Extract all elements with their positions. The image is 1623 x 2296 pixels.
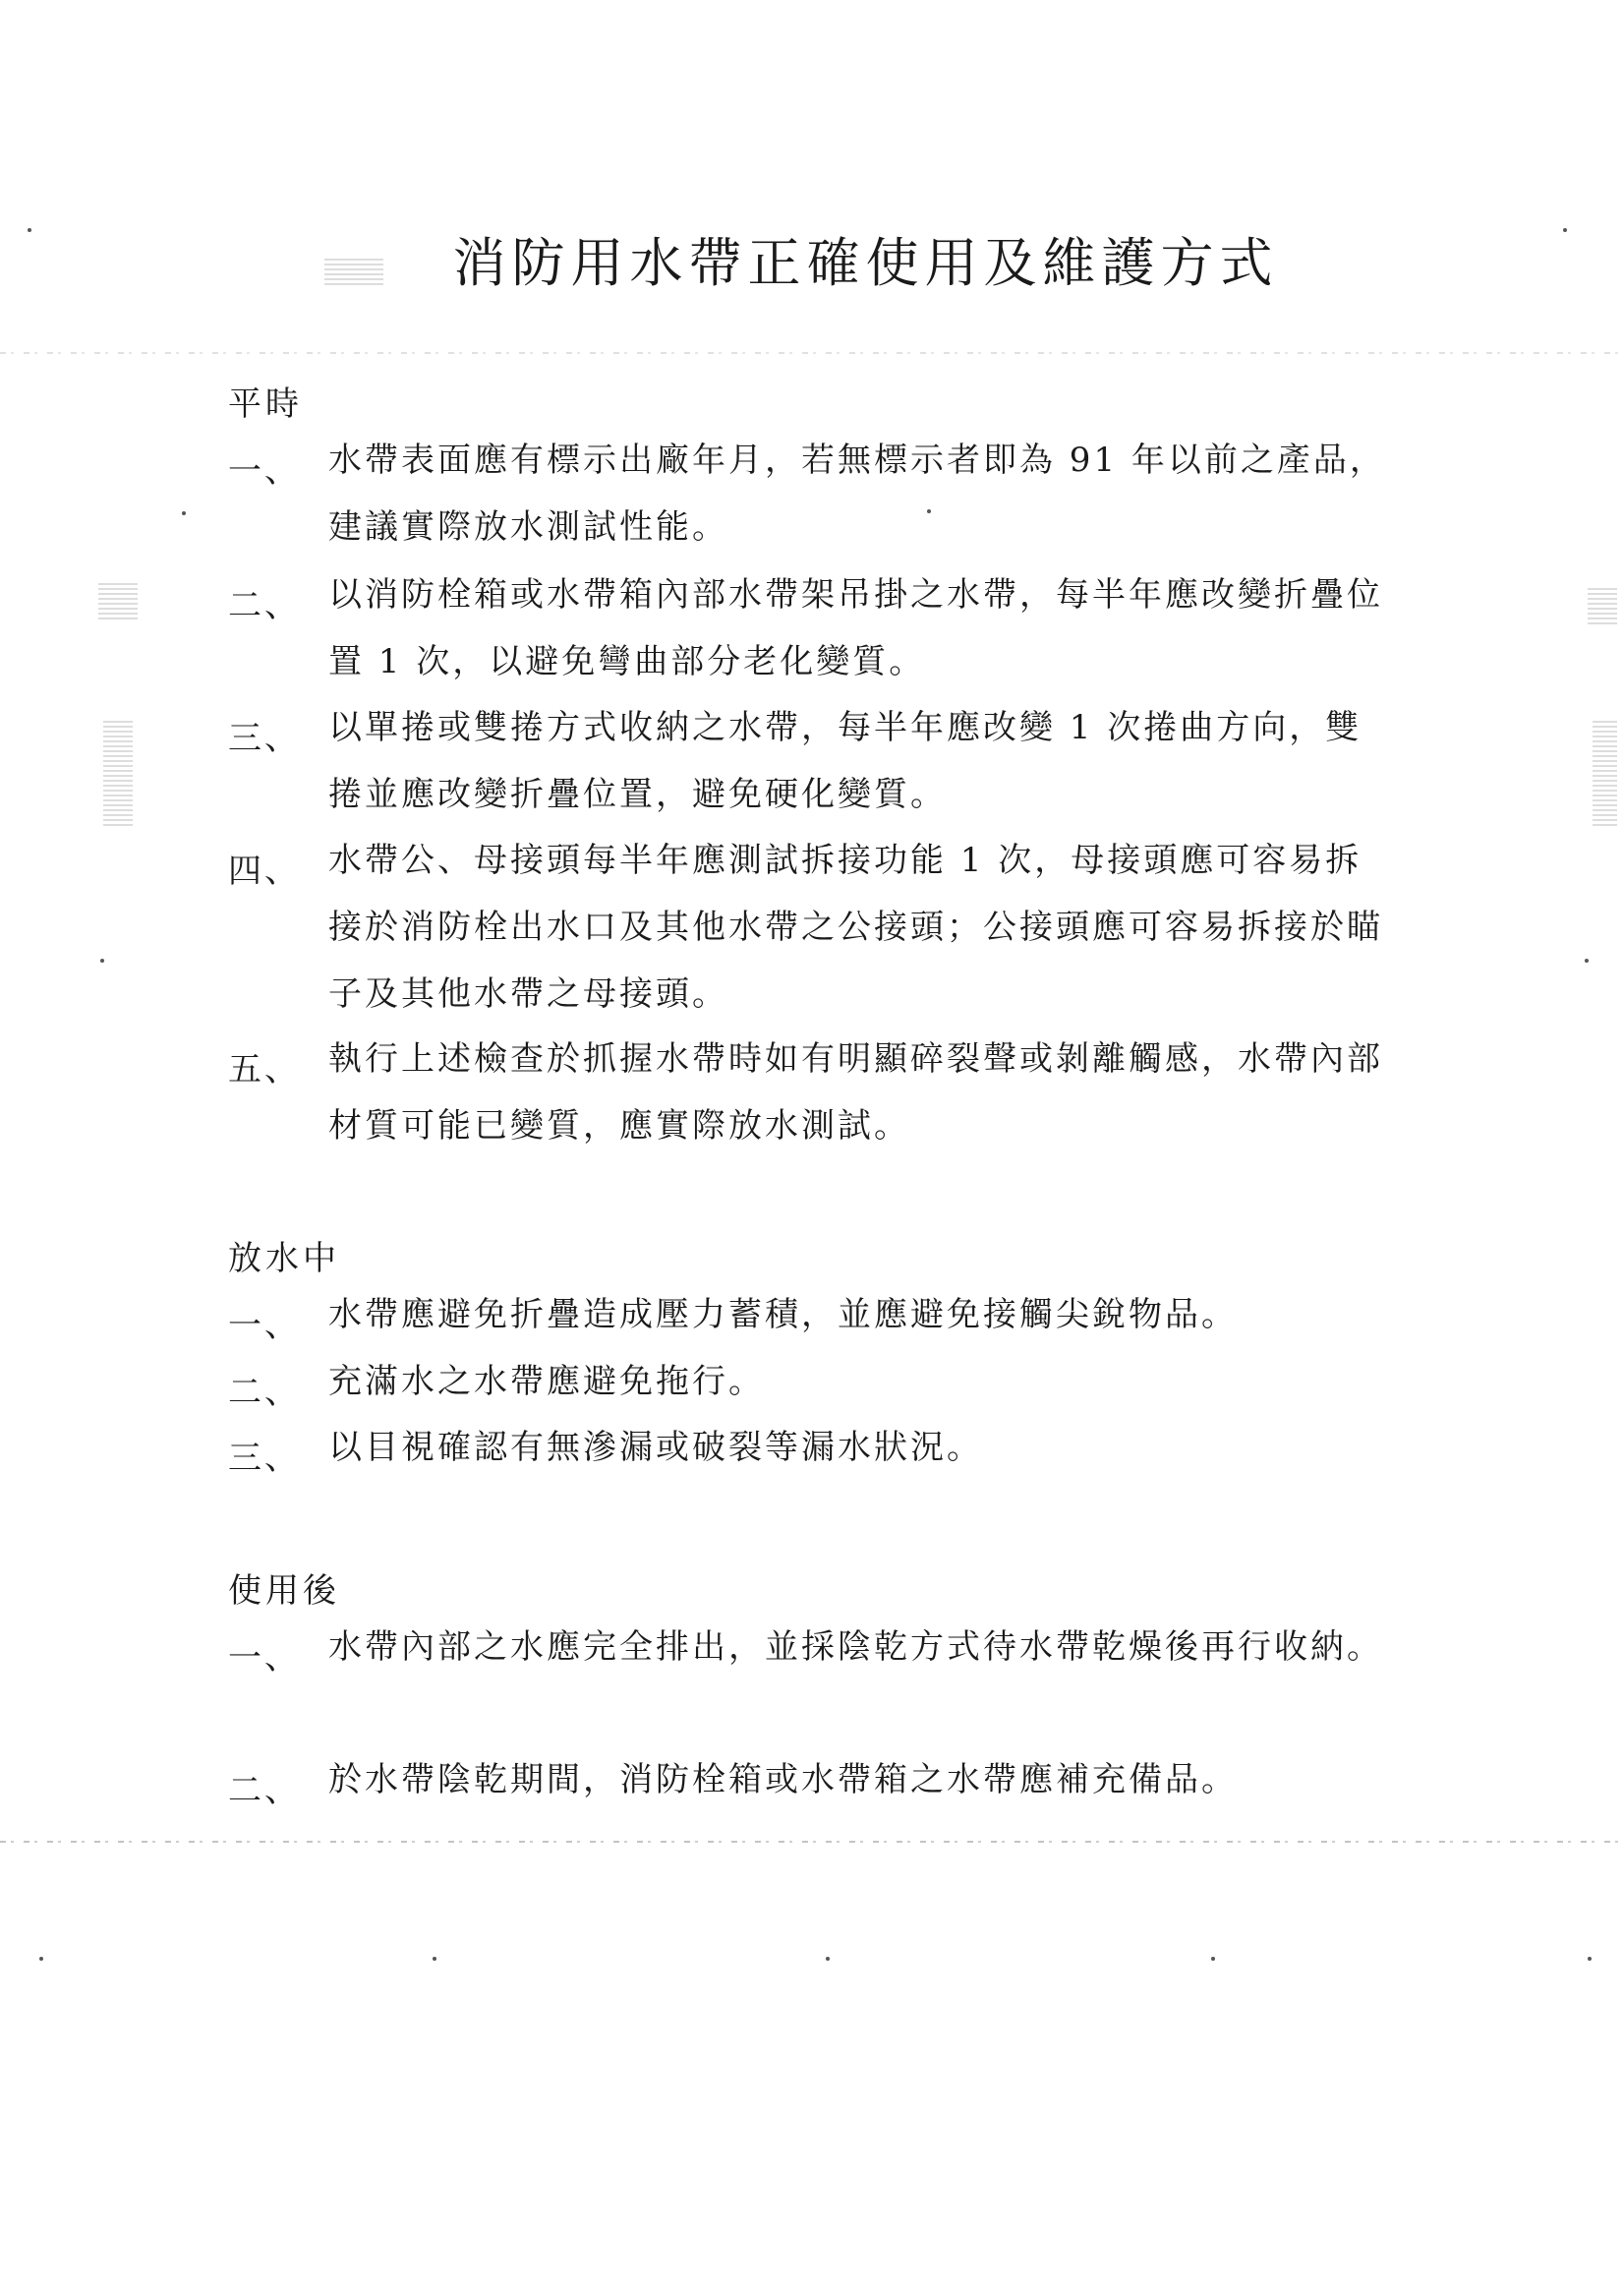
item-text: 以單捲或雙捲方式收納之水帶，每半年應改變 1 次捲曲方向，雙捲並應改變折疊位置，避免硬化變質。 xyxy=(328,708,1362,814)
scan-artifact xyxy=(1211,1957,1215,1961)
scan-artifact-line xyxy=(0,1841,1623,1843)
item-text: 水帶公、母接頭每半年應測試拆接功能 1 次，母接頭應可容易拆接於消防栓出水口及其他水帶之公接頭；公接頭應可容易拆接於瞄子及其他水帶之母接頭。 xyxy=(328,841,1383,1014)
document-title: 消防用水帶正確使用及維護方式 xyxy=(452,232,1279,294)
scan-artifact-line xyxy=(0,352,1623,354)
scan-artifact xyxy=(182,511,186,515)
scan-artifact xyxy=(1585,959,1589,963)
item-text: 於水帶陰乾期間，消防栓箱或水帶箱之水帶應補充備品。 xyxy=(328,1760,1238,1799)
item-number: 二、 xyxy=(228,1373,301,1412)
item-number: 三、 xyxy=(228,1439,301,1478)
item-text: 充滿水之水帶應避免拖行。 xyxy=(328,1362,765,1401)
scan-artifact xyxy=(433,1957,436,1961)
scan-artifact xyxy=(103,718,133,826)
item-text: 以消防栓箱或水帶箱內部水帶架吊掛之水帶，每半年應改變折疊位置 1 次，以避免彎曲部分老化變質。 xyxy=(328,575,1383,681)
scan-artifact xyxy=(39,1957,43,1961)
item-number: 三、 xyxy=(228,719,301,758)
scan-artifact xyxy=(826,1957,830,1961)
item-text: 水帶應避免折疊造成壓力蓄積，並應避免接觸尖銳物品。 xyxy=(328,1295,1238,1334)
item-text: 水帶表面應有標示出廠年月，若無標示者即為 91 年以前之產品，建議實際放水測試性能。 xyxy=(328,441,1386,547)
item-number: 二、 xyxy=(228,586,301,625)
section-heading-after-use: 使用後 xyxy=(228,1571,340,1611)
item-text: 水帶內部之水應完全排出，並採陰乾方式待水帶乾燥後再行收納。 xyxy=(328,1627,1383,1667)
section-heading-routine: 平時 xyxy=(228,384,303,424)
scan-artifact xyxy=(1588,1957,1592,1961)
item-number: 一、 xyxy=(228,1306,301,1345)
item-text: 執行上述檢查於抓握水帶時如有明顯碎裂聲或剝離觸感，水帶內部材質可能已變質，應實際放水測試。 xyxy=(328,1039,1383,1146)
item-number: 二、 xyxy=(228,1771,301,1810)
item-text: 以目視確認有無滲漏或破裂等漏水狀況。 xyxy=(328,1428,983,1467)
item-number: 四、 xyxy=(228,852,301,891)
item-number: 一、 xyxy=(228,1638,301,1678)
scan-artifact xyxy=(98,580,138,619)
item-number: 一、 xyxy=(228,451,301,491)
scan-artifact xyxy=(1588,585,1617,624)
section-heading-during-discharge: 放水中 xyxy=(228,1239,340,1278)
scan-artifact xyxy=(1593,718,1617,826)
item-number: 五、 xyxy=(228,1050,301,1089)
scan-artifact xyxy=(100,959,104,963)
